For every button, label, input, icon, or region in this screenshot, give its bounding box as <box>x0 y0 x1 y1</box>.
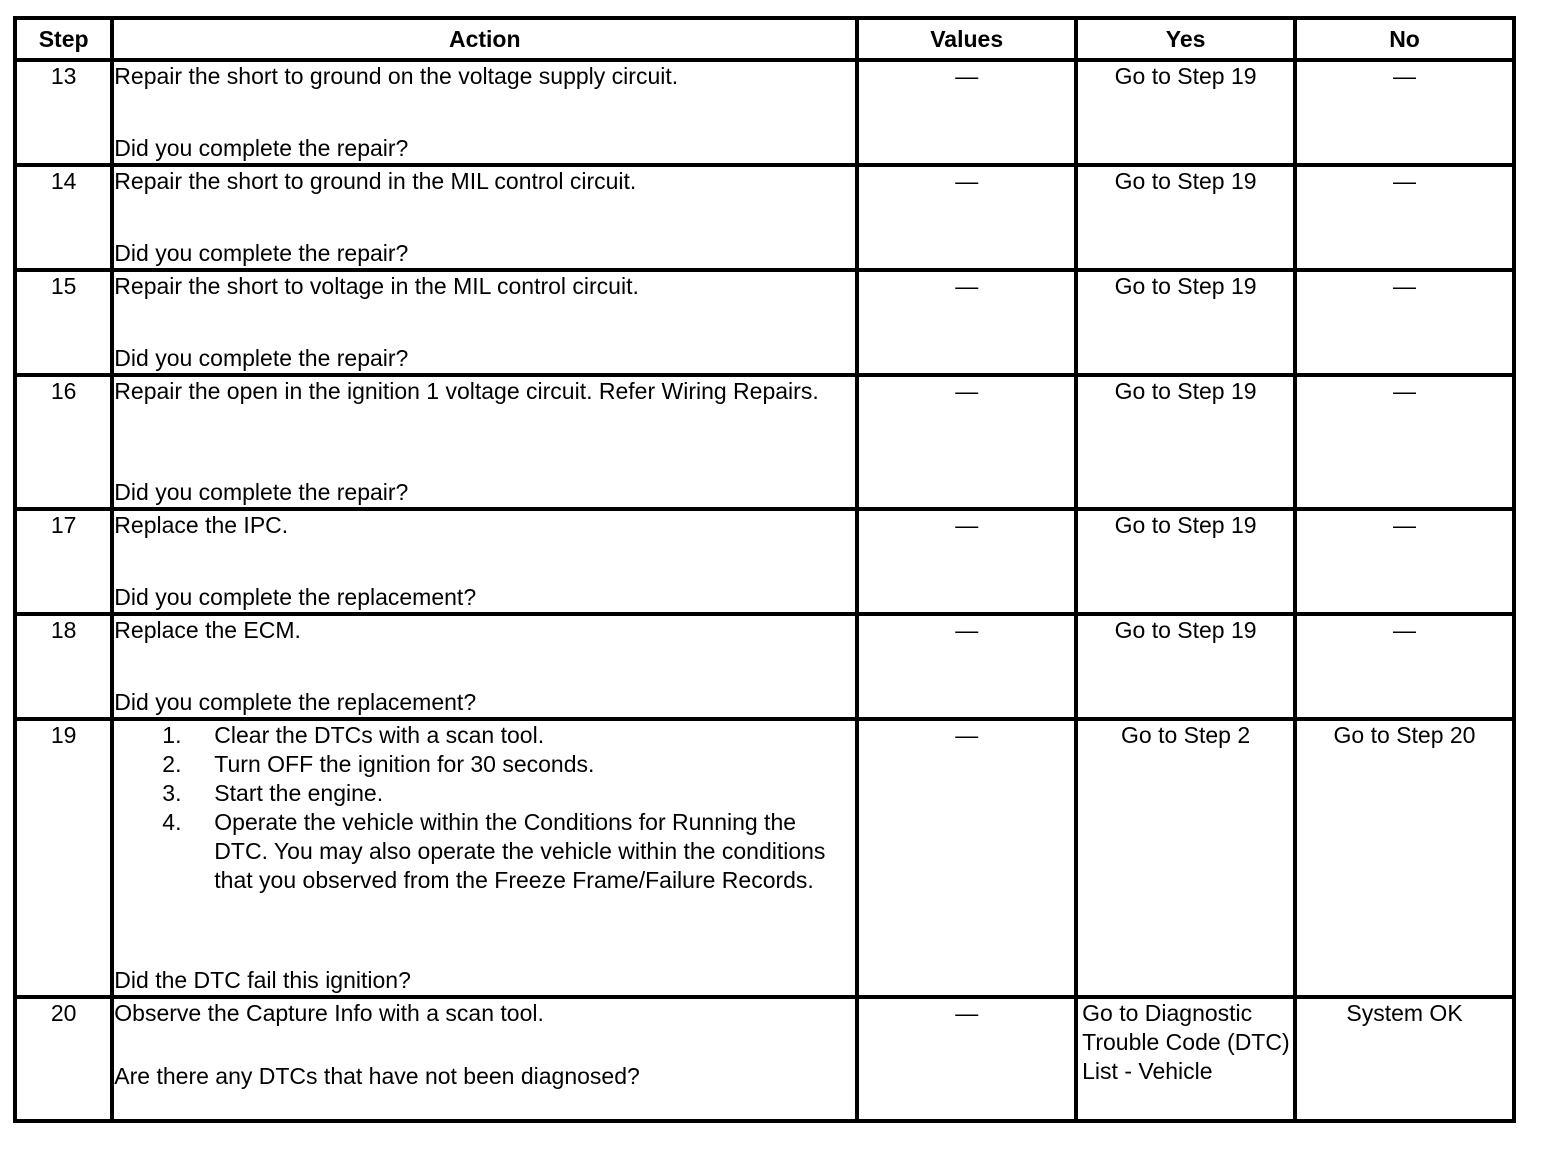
no-cell: System OK <box>1295 997 1514 1121</box>
action-instruction: Repair the short to voltage in the MIL control circuit. <box>114 273 639 299</box>
yes-cell: Go to Step 19 <box>1076 375 1295 509</box>
action-cell <box>112 719 857 997</box>
step-number: 18 <box>15 614 112 719</box>
action-cell <box>112 165 857 270</box>
action-cell <box>112 509 857 614</box>
table-row <box>15 270 1514 375</box>
table-row <box>15 509 1514 614</box>
table-row <box>15 719 1514 997</box>
values-cell: — <box>857 614 1076 719</box>
yes-cell: Go to Step 19 <box>1076 60 1295 165</box>
yes-cell: Go to Step 19 <box>1076 165 1295 270</box>
table-row <box>15 614 1514 719</box>
values-cell: — <box>857 375 1076 509</box>
list-item <box>162 779 855 808</box>
action-question: Did the DTC fail this ignition? <box>114 967 411 993</box>
list-item <box>162 750 855 779</box>
header-values: Values <box>857 18 1076 60</box>
list-item <box>162 721 855 750</box>
step-number: 20 <box>15 997 112 1121</box>
action-question: Did you complete the replacement? <box>114 584 477 610</box>
list-item-number: 1. <box>162 722 182 748</box>
action-cell <box>112 60 857 165</box>
action-cell <box>112 614 857 719</box>
action-question: Did you complete the repair? <box>114 345 409 371</box>
no-cell: — <box>1295 270 1514 375</box>
no-cell: Go to Step 20 <box>1295 719 1514 997</box>
list-item-text: Start the engine. <box>214 780 384 806</box>
list-item-number: 4. <box>162 809 182 835</box>
action-question: Did you complete the replacement? <box>114 689 477 715</box>
header-yes: Yes <box>1076 18 1295 60</box>
step-number: 17 <box>15 509 112 614</box>
list-item-text: Clear the DTCs with a scan tool. <box>214 722 545 748</box>
table-row <box>15 997 1514 1121</box>
yes-cell: Go to Step 19 <box>1076 509 1295 614</box>
procedure-list <box>114 721 855 895</box>
action-cell <box>112 997 857 1121</box>
no-cell: — <box>1295 509 1514 614</box>
action-question: Did you complete the repair? <box>114 135 409 161</box>
step-number: 13 <box>15 60 112 165</box>
yes-cell: Go to Step 19 <box>1076 614 1295 719</box>
action-question: Did you complete the repair? <box>114 479 409 505</box>
values-cell: — <box>857 270 1076 375</box>
values-cell: — <box>857 509 1076 614</box>
diagnostic-table <box>13 16 1516 1123</box>
header-action: Action <box>112 18 857 60</box>
action-instruction: Replace the ECM. <box>114 617 301 643</box>
action-instruction: Replace the IPC. <box>114 512 289 538</box>
action-instruction: Observe the Capture Info with a scan tool. <box>114 1000 544 1026</box>
no-cell: — <box>1295 165 1514 270</box>
action-cell <box>112 375 857 509</box>
list-item-number: 2. <box>162 751 182 777</box>
action-instruction: Repair the short to ground on the voltage supply circuit. <box>114 63 679 89</box>
header-row <box>15 18 1514 60</box>
action-instruction: Repair the open in the ignition 1 voltage circuit. Refer Wiring Repairs. <box>114 378 819 404</box>
no-cell: — <box>1295 614 1514 719</box>
header-step: Step <box>15 18 112 60</box>
values-cell: — <box>857 60 1076 165</box>
table-row <box>15 165 1514 270</box>
step-number: 14 <box>15 165 112 270</box>
values-cell: — <box>857 997 1076 1121</box>
yes-cell: Go to Step 2 <box>1076 719 1295 997</box>
header-no: No <box>1295 18 1514 60</box>
list-item <box>162 808 855 895</box>
step-number: 15 <box>15 270 112 375</box>
values-cell: — <box>857 719 1076 997</box>
action-question: Did you complete the repair? <box>114 240 409 266</box>
action-question: Are there any DTCs that have not been diagnosed? <box>114 1063 640 1089</box>
step-number: 16 <box>15 375 112 509</box>
list-item-text: Turn OFF the ignition for 30 seconds. <box>214 751 595 777</box>
action-instruction: Repair the short to ground in the MIL control circuit. <box>114 168 637 194</box>
table-row <box>15 60 1514 165</box>
yes-cell: Go to Diagnostic Trouble Code (DTC) List - Vehicle <box>1076 997 1295 1121</box>
table-row <box>15 375 1514 509</box>
values-cell: — <box>857 165 1076 270</box>
action-cell <box>112 270 857 375</box>
no-cell: — <box>1295 60 1514 165</box>
list-item-number: 3. <box>162 780 182 806</box>
list-item-text: Operate the vehicle within the Conditions for Running the DTC. You may also operate the vehicle within the conditions that you observed from the Freeze Frame/Failure Records. <box>214 809 826 893</box>
no-cell: — <box>1295 375 1514 509</box>
step-number: 19 <box>15 719 112 997</box>
yes-cell: Go to Step 19 <box>1076 270 1295 375</box>
